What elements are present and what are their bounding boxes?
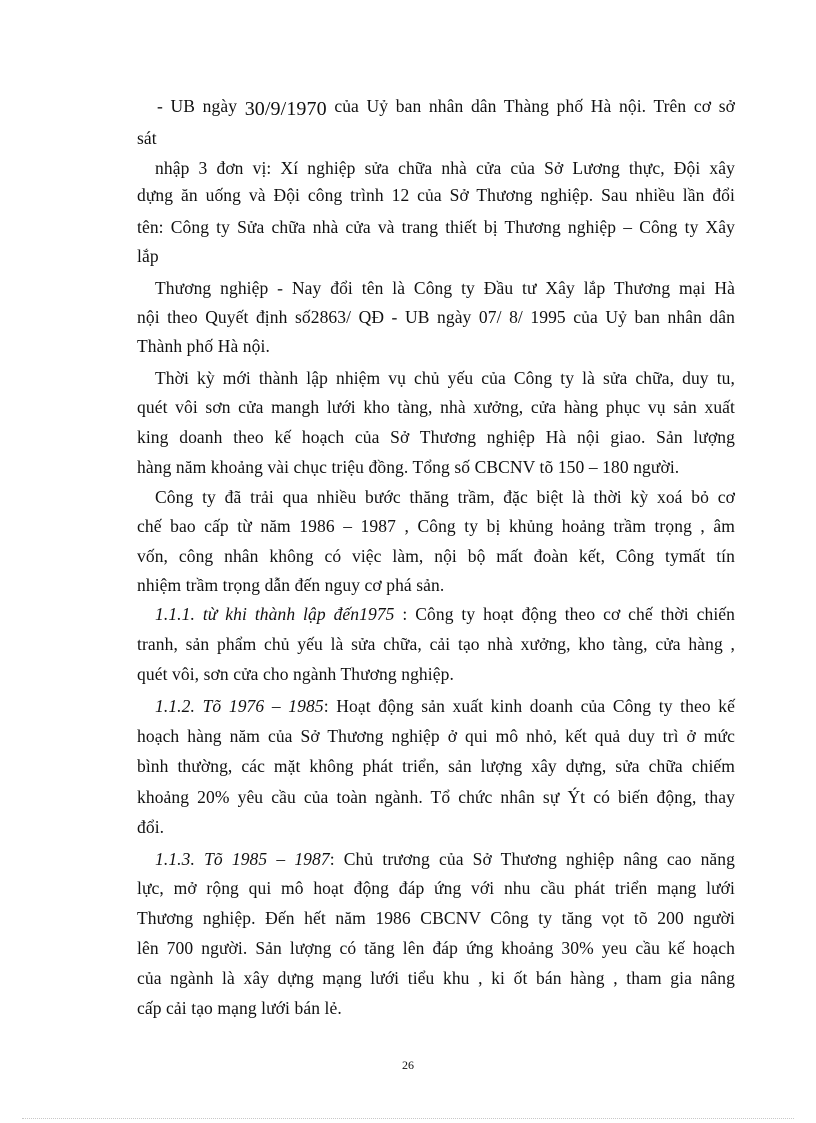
section-text-1-1-2: : Hoạt động sản xuất kinh doanh của Công ty theo kế: [323, 696, 735, 716]
text-line-27: lực, mở rộng qui mô hoạt động đáp ứng với nhu cầu phát triển mạng lưới: [137, 878, 735, 898]
text-line-11: quét vôi sơn cửa mangh lưới kho tàng, nhà xưởng, cửa hàng phục vụ sản xuất: [137, 397, 735, 417]
section-text-1-1-3: : Chủ trương của Sở Thương nghiệp nâng cao năng: [329, 849, 735, 869]
text-line-15: chế bao cấp từ năm 1986 – 1987 , Công ty bị khủng hoảng trầm trọng , âm: [137, 516, 735, 536]
text-line-9: Thành phố Hà nội.: [137, 336, 270, 356]
section-1-1-2: [155, 694, 735, 718]
text-line-22: hoạch hàng năm của Sở Thương nghiệp ở qui mô nhỏ, kết quả duy trì ở mức: [137, 726, 735, 746]
text-line-1: [157, 94, 735, 118]
text-line-17: nhiệm trầm trọng dẫn đến nguy cơ phá sản.: [137, 575, 445, 595]
text-line-6: lắp: [137, 246, 159, 266]
text-line-8: nội theo Quyết định số2863/ QĐ - UB ngày 07/ 8/ 1995 của Uỷ ban nhân dân: [137, 307, 735, 327]
text-line-20: quét vôi, sơn cửa cho ngành Thương nghiệp.: [137, 664, 454, 684]
section-heading-1-1-2: 1.1.2. Tõ 1976 – 1985: [155, 696, 324, 716]
text-line-30: của ngành là xây dựng mạng lưới tiểu khu , ki ốt bán hàng , tham gia nâng: [137, 968, 735, 988]
text-line-7: Thương nghiệp - Nay đổi tên là Công ty Đầu tư Xây lắp Thương mại Hà: [155, 278, 735, 298]
text-line-1a: - UB ngày: [157, 96, 245, 116]
text-line-24: khoảng 20% yêu cầu của toàn ngành. Tổ chức nhân sự Ýt có biến động, thay: [137, 787, 735, 807]
section-1-1-1: [155, 602, 735, 626]
text-line-5: tên: Công ty Sửa chữa nhà cửa và trang thiết bị Thương nghiệp – Công ty Xây: [137, 217, 735, 237]
text-line-14: Công ty đã trải qua nhiều bước thăng trầm, đặc biệt là thời kỳ xoá bỏ cơ: [155, 487, 735, 507]
text-line-28: Thương nghiệp. Đến hết năm 1986 CBCNV Công ty tăng vọt tõ 200 người: [137, 908, 735, 928]
section-heading-1-1-1: 1.1.1. từ khi thành lập đến1975: [155, 604, 395, 624]
text-line-1b: của Uỷ ban nhân dân Thàng phố Hà nội. Trên cơ sở: [326, 96, 735, 116]
text-line-16: vốn, công nhân không có việc làm, nội bộ mất đoàn kết, Công tymất tín: [137, 546, 735, 566]
date-text: 30/9/1970: [244, 98, 327, 120]
text-line-13: hàng năm khoảng vài chục triệu đồng. Tổng số CBCNV tõ 150 – 180 người.: [137, 457, 680, 477]
section-text-1-1-1: : Công ty hoạt động theo cơ chế thời chiến: [394, 604, 735, 624]
text-line-31: cấp cải tạo mạng lưới bán lẻ.: [137, 998, 342, 1018]
page-number: 26: [402, 1058, 414, 1072]
text-line-4: dựng ăn uống và Đội công trình 12 của Sở Thương nghiệp. Sau nhiều lần đổi: [137, 185, 735, 205]
section-1-1-3: [155, 847, 735, 871]
text-line-10: Thời kỳ mới thành lập nhiệm vụ chủ yếu của Công ty là sửa chữa, duy tu,: [155, 368, 735, 388]
text-line-3: nhập 3 đơn vị: Xí nghiệp sửa chữa nhà cửa của Sở Lương thực, Đội xây: [155, 158, 735, 178]
section-heading-1-1-3: 1.1.3. Tõ 1985 – 1987: [155, 849, 330, 869]
text-line-12: king doanh theo kế hoạch của Sở Thương nghiệp Hà nội giao. Sản lượng: [137, 427, 735, 447]
footer-divider: [22, 1118, 794, 1119]
text-line-23: bình thường, các mặt không phát triển, sản lượng xây dựng, sửa chữa chiếm: [137, 756, 735, 776]
text-line-29: lên 700 người. Sản lượng có tăng lên đáp ứng khoảng 30% yeu cầu kế hoạch: [137, 938, 735, 958]
text-line-25: đổi.: [137, 817, 165, 837]
text-line-19: tranh, sản phẩm chủ yếu là sửa chữa, cải tạo nhà xưởng, kho tàng, cửa hàng ,: [137, 634, 735, 654]
text-line-2: sát: [137, 128, 157, 148]
